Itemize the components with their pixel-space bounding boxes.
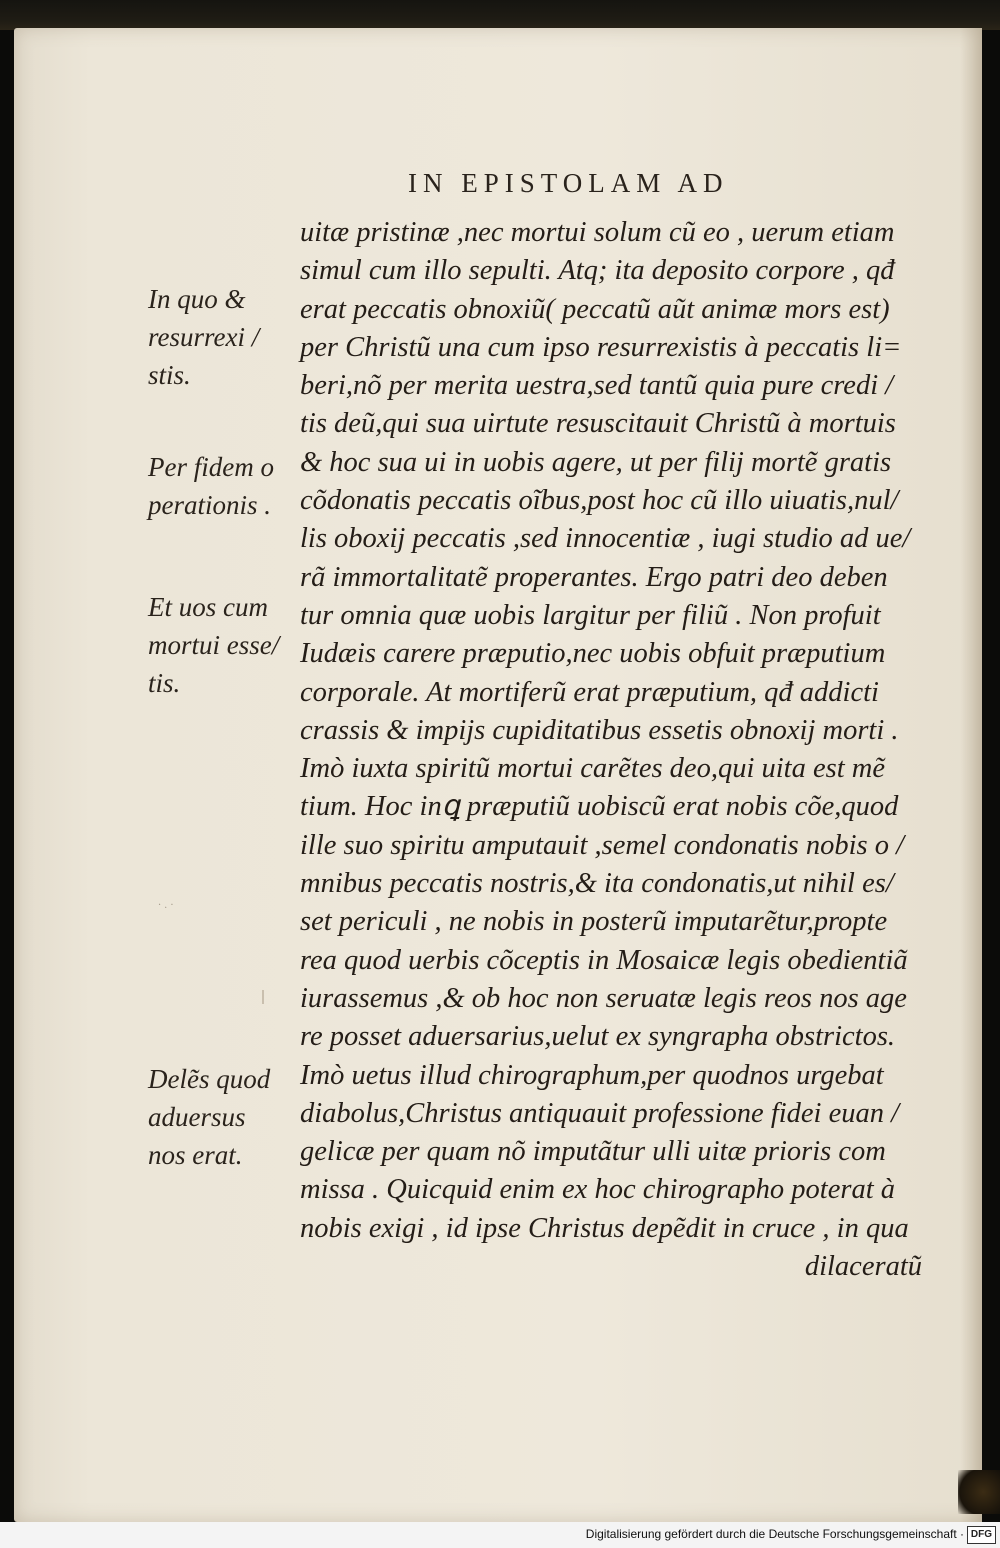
margin-note-in-quo bbox=[148, 280, 293, 394]
text-line: & hoc sua ui in uobis agere, ut per filij mortẽ gratis bbox=[300, 446, 892, 478]
text-line: Imò iuxta spiritũ mortui carẽtes deo,qui uita est mẽ bbox=[300, 753, 885, 785]
paper-mark bbox=[262, 990, 264, 1004]
margin-note-line: resurrexi / bbox=[148, 322, 260, 352]
margin-note-et-uos bbox=[148, 588, 293, 702]
text-line: crassis & impijs cupiditatibus essetis obnoxij morti . bbox=[300, 714, 899, 746]
margin-note-line: Per fidem o bbox=[148, 452, 274, 482]
margin-note-line: Delẽs quod bbox=[148, 1064, 271, 1094]
text-line: nobis exigi , id ipse Christus depẽdit in cruce , in qua bbox=[300, 1212, 909, 1244]
text-line: simul cum illo sepulti. Atq; ita deposito corpore , qđ bbox=[300, 255, 895, 287]
margin-note-line: In quo & bbox=[148, 284, 246, 314]
margin-note-line: nos erat. bbox=[148, 1140, 243, 1170]
binding-stain bbox=[958, 1470, 1000, 1514]
text-line: rã immortalitatẽ properantes. Ergo patri deo deben bbox=[300, 561, 888, 593]
text-line: corporale. At mortiferũ erat præputium, qđ addicti bbox=[300, 676, 879, 708]
text-line: per Christũ una cum ipso resurrexistis à peccatis li= bbox=[300, 331, 902, 363]
text-line: Iudæis carere præputio,nec uobis obfuit præputium bbox=[300, 638, 886, 670]
text-line: rea quod uerbis cõceptis in Mosaicæ legis obedientiã bbox=[300, 944, 908, 976]
funding-credit: Digitalisierung gefördert durch die Deutsche Forschungsgemeinschaft · bbox=[585, 1527, 964, 1541]
margin-note-line: tis. bbox=[148, 668, 181, 698]
text-line: Imò uetus illud chirographum,per quodnos urgebat bbox=[300, 1059, 884, 1091]
margin-note-line: perationis . bbox=[148, 490, 272, 520]
margin-note-line: mortui esse/ bbox=[148, 630, 280, 660]
text-line: cõdonatis peccatis oĩbus,post hoc cũ illo uiuatis,nul/ bbox=[300, 485, 899, 517]
text-line: gelicæ per quam nõ imputãtur ulli uitæ prioris com bbox=[300, 1136, 886, 1168]
margin-note-per-fidem bbox=[148, 448, 293, 524]
text-line: uitæ pristinæ ,nec mortui solum cũ eo , uerum etiam bbox=[300, 217, 895, 248]
text-line: tur omnia quæ uobis largitur per filiũ . Non profuit bbox=[300, 599, 881, 631]
text-line: lis oboxij peccatis ,sed innocentiæ , iugi studio ad ue/ bbox=[300, 523, 911, 555]
text-line: erat peccatis obnoxiũ( peccatũ aũt animæ mors est) bbox=[300, 293, 890, 325]
text-line: ille suo spiritu amputauit ,semel condonatis nobis o / bbox=[300, 829, 905, 861]
margin-note-deles-quod bbox=[148, 1060, 293, 1174]
margin-note-line: Et uos cum bbox=[148, 592, 268, 622]
page-curl-shadow bbox=[960, 28, 982, 1522]
margin-note-line: stis. bbox=[148, 360, 191, 390]
dfg-logo-icon: DFG bbox=[967, 1526, 996, 1544]
text-line: iurassemus ,& ob hoc non seruatæ legis reos nos age bbox=[300, 982, 907, 1014]
text-line: missa . Quicquid enim ex hoc chirographo poterat à bbox=[300, 1174, 895, 1206]
book-top-edge bbox=[0, 0, 1000, 30]
text-line: re posset aduersarius,uelut ex syngrapha obstrictos. bbox=[300, 1021, 896, 1053]
digitization-footer bbox=[0, 1522, 1000, 1548]
catchword: dilaceratũ bbox=[804, 1251, 922, 1283]
running-head: IN EPISTOLAM AD bbox=[408, 168, 729, 198]
text-line: beri,nõ per merita uestra,sed tantũ quia pure credi / bbox=[300, 370, 894, 402]
text-line: tis deũ,qui sua uirtute resuscitauit Christũ à mortuis bbox=[300, 408, 896, 440]
main-text-block bbox=[300, 214, 930, 1286]
text-line: tium. Hoc inꝗ præputiũ uobiscũ erat nobis cõe,quod bbox=[300, 791, 899, 823]
margin-note-line: aduersus bbox=[148, 1102, 246, 1132]
ink-speck: ·.· bbox=[158, 900, 177, 911]
text-line: diabolus,Christus antiquauit professione fidei euan / bbox=[300, 1097, 900, 1129]
text-line: set periculi , ne nobis in posterũ imputarẽtur,propte bbox=[300, 906, 888, 938]
text-line: mnibus peccatis nostris,& ita condonatis,ut nihil es/ bbox=[300, 868, 894, 900]
